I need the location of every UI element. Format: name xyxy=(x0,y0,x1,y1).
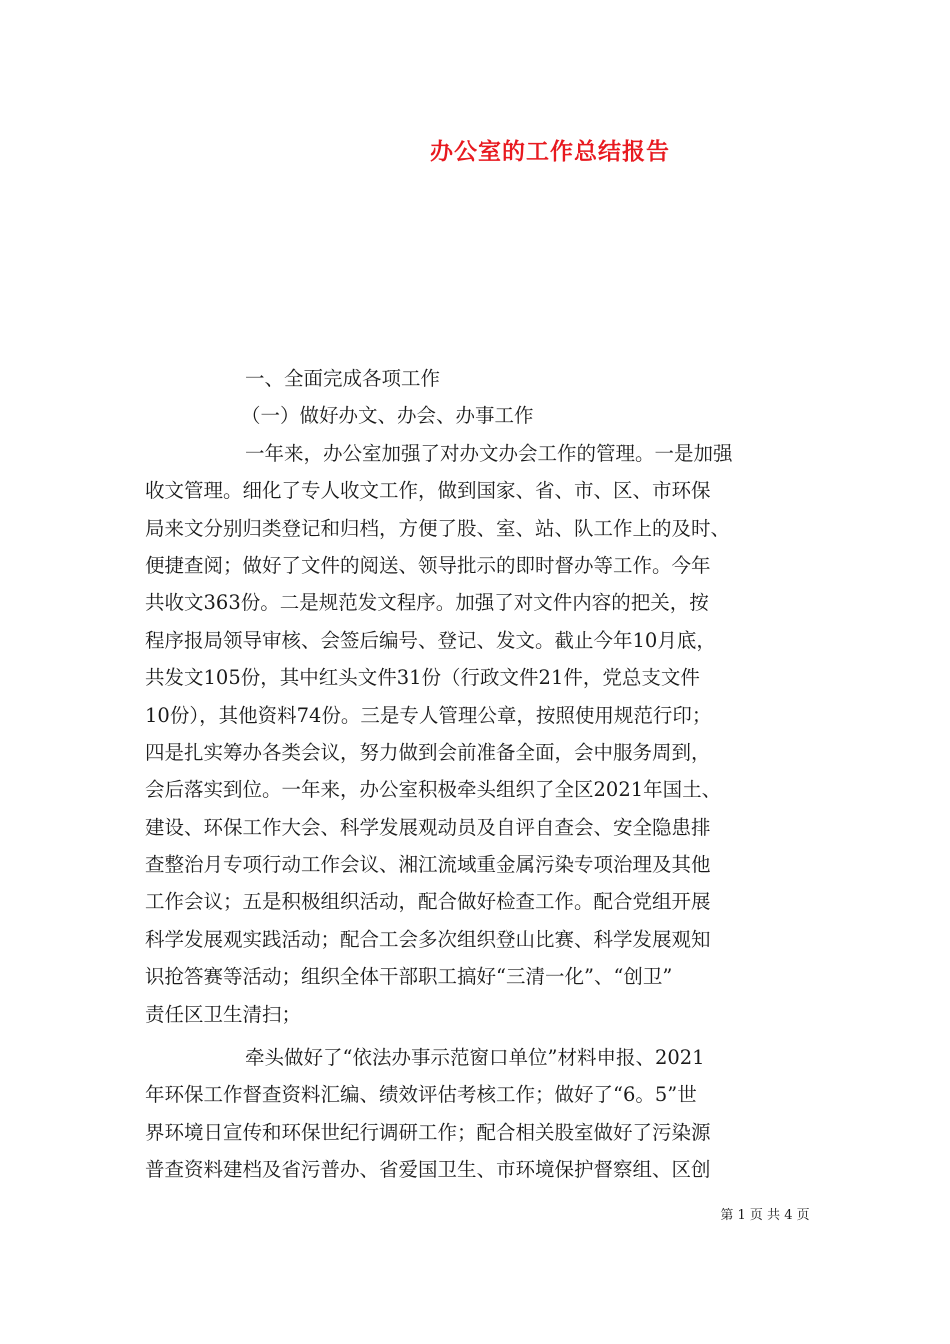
paragraph-line: 共发文105份，其中红头文件31份（行政文件21件，党总支文件 xyxy=(145,666,700,690)
paragraph-line: 责任区卫生清扫； xyxy=(145,1002,302,1026)
paragraph-line: 收文管理。细化了专人收文工作，做到国家、省、市、区、市环保 xyxy=(145,479,711,503)
subsection-heading: （一）做好办文、办会、办事工作 xyxy=(241,404,534,428)
paragraph-line: 年环保工作督查资料汇编、绩效评估考核工作；做好了“6。5”世 xyxy=(145,1083,697,1107)
paragraph-line: 牵头做好了“依法办事示范窗口单位”材料申报、2021 xyxy=(245,1046,705,1070)
paragraph-1 xyxy=(145,435,845,1033)
paragraph-line: 科学发展观实践活动；配合工会多次组织登山比赛、科学发展观知 xyxy=(145,927,711,951)
paragraph-line: 查整治月专项行动工作会议、湘江流域重金属污染专项治理及其他 xyxy=(145,853,711,877)
section-heading: 一、全面完成各项工作 xyxy=(245,367,441,390)
paragraph-line: 工作会议；五是积极组织活动，配合做好检查工作。配合党组开展 xyxy=(145,890,711,914)
paragraph-line: 局来文分别归类登记和归档，方便了股、室、站、队工作上的及时、 xyxy=(145,516,731,540)
page-number: 第 1 页 共 4 页 xyxy=(720,1208,810,1223)
paragraph-line: 便捷查阅；做好了文件的阅送、领导批示的即时督办等工作。今年 xyxy=(145,553,711,577)
paragraph-line: 四是扎实筹办各类会议，努力做到会前准备全面，会中服务周到， xyxy=(145,740,711,764)
paragraph-line: 界环境日宣传和环保世纪行调研工作；配合相关股室做好了污染源 xyxy=(145,1120,711,1144)
paragraph-line: 程序报局领导审核、会签后编号、登记、发文。截止今年10月底， xyxy=(145,628,716,652)
paragraph-line: 普查资料建档及省污普办、省爱国卫生、市环境保护督察组、区创 xyxy=(145,1158,711,1182)
paragraph-line: 会后落实到位。一年来，办公室积极牵头组织了全区2021年国土、 xyxy=(145,778,722,802)
document-body xyxy=(145,360,845,1189)
paragraph-line: 识抢答赛等活动；组织全体干部职工搞好“三清一化”、“创卫” xyxy=(145,965,673,989)
document-title: 办公室的工作总结报告 xyxy=(430,139,670,165)
paragraph-line: 共收文363份。二是规范发文程序。加强了对文件内容的把关，按 xyxy=(145,591,709,615)
paragraph-line: 建设、环保工作大会、科学发展观动员及自评自查会、安全隐患排 xyxy=(145,815,711,839)
paragraph-2 xyxy=(145,1039,845,1189)
paragraph-line: 一年来，办公室加强了对办文办会工作的管理。一是加强 xyxy=(245,441,733,465)
paragraph-line: 10份），其他资料74份。三是专人管理公章，按照使用规范行印； xyxy=(145,703,712,727)
